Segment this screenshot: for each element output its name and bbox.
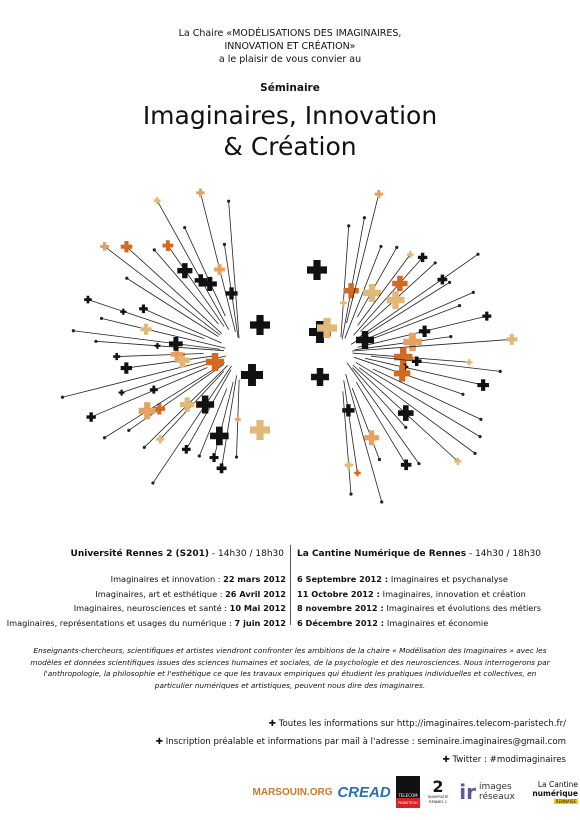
cross-shape [419, 326, 430, 337]
venue-left-name: Université Rennes 2 (S201) [70, 549, 210, 559]
ray-line [356, 382, 406, 465]
ray-dot [479, 418, 482, 421]
cross-shape [100, 242, 109, 251]
cross-shape [210, 453, 219, 462]
cross-shape [169, 337, 183, 351]
cross-shape [466, 359, 472, 365]
cross-shape [139, 304, 148, 313]
chaire-line-1: La Chaire «MODÉLISATIONS DES IMAGINAIRES, [178, 28, 402, 39]
ray-line [101, 318, 225, 348]
ray-line [122, 363, 210, 392]
ray-line [117, 353, 204, 356]
cross-shape [182, 445, 191, 454]
ray-dot [473, 452, 476, 455]
cross-shape [356, 331, 374, 349]
ray-line [357, 247, 396, 317]
cread-logo: CREAD [337, 783, 391, 801]
session-row: 8 novembre 2012 : Imaginaires et évolutions des métiers [297, 603, 541, 613]
cross-shape [250, 420, 270, 440]
ray-dot [183, 226, 186, 229]
cross-shape [311, 368, 329, 386]
cross-shape [241, 364, 263, 386]
cross-shape [121, 362, 132, 373]
invite-line: a le plaisir de vous convier au [218, 54, 362, 65]
venue-right-hours: - 14h30 / 18h30 [466, 549, 542, 559]
ray-dot [434, 261, 437, 264]
ray-dot [379, 245, 382, 248]
session-row: Imaginaires, art et esthétique : 26 Avril 2012 [95, 588, 286, 599]
event-type: Séminaire [260, 82, 320, 94]
cross-shape [217, 463, 227, 473]
invitation-text [0, 27, 580, 66]
cross-shape [139, 402, 156, 419]
twitter-line[interactable]: ✚ Twitter : #modimaginaires [442, 755, 566, 765]
ray-dot [448, 281, 451, 284]
cross-shape [375, 190, 383, 198]
contact-info [156, 715, 566, 769]
ray-line [359, 368, 475, 454]
images-reseaux-logo: ir images réseaux [459, 780, 515, 804]
venue-left-hours: - 14h30 / 18h30 [209, 549, 284, 559]
cross-shape [150, 386, 158, 394]
ray-dot [478, 435, 481, 438]
session-row: 6 Décembre 2012 : Imaginaires et économie [297, 617, 489, 628]
sessions-right [297, 572, 541, 630]
cross-shape [506, 334, 517, 345]
ray-dot [461, 393, 464, 396]
ray-dot [125, 277, 128, 280]
cross-shape [154, 197, 161, 204]
ray-line [200, 193, 235, 332]
cross-shape [477, 379, 489, 391]
sessions-left [7, 572, 286, 630]
session-row: Imaginaires, représentations et usages du numérique : 7 juin 2012 [6, 617, 286, 628]
venue-right [297, 549, 541, 559]
cross-shape [84, 296, 92, 304]
cross-shape [354, 470, 361, 477]
ray-line [214, 382, 233, 458]
cross-shape [363, 284, 381, 302]
session-row: Imaginaires et innovation : 22 mars 2012 [110, 574, 286, 584]
ray-dot [347, 224, 350, 227]
cross-shape [345, 461, 353, 469]
cross-shape [340, 300, 347, 307]
session-row: 11 Octobre 2012 : Imaginaires, innovation et création [297, 588, 526, 599]
ray-dot [472, 291, 475, 294]
column-divider [290, 545, 291, 625]
cross-shape [177, 263, 192, 278]
ray-dot [151, 481, 154, 484]
ray-line [352, 339, 512, 351]
event-title-line-1: Imaginaires, Innovation [142, 101, 438, 130]
ray-dot [100, 317, 103, 320]
cross-shape [250, 315, 270, 335]
ray-dot [143, 446, 146, 449]
ray-dot [61, 396, 64, 399]
cross-shape [119, 390, 125, 396]
ray-dot [94, 340, 97, 343]
cross-shape [120, 309, 126, 315]
ray-dot [404, 426, 407, 429]
cross-shape [401, 459, 412, 470]
cross-shape [196, 189, 204, 197]
cross-shape [235, 416, 241, 422]
venue-left [71, 549, 284, 559]
cross-shape [154, 343, 160, 349]
cross-shape [86, 412, 95, 421]
ray-dot [349, 492, 352, 495]
ray-dot [153, 248, 156, 251]
ray-line [229, 201, 239, 338]
event-title [0, 100, 580, 162]
ray-line [373, 369, 481, 419]
registration-line[interactable]: ✚ Inscription préalable et informations par mail à l'adresse : seminaire.imaginaires@gmail.com [155, 737, 566, 747]
partner-logos [0, 772, 580, 812]
ray-dot [72, 329, 75, 332]
session-row: 6 Septembre 2012 : Imaginaires et psychanalyse [297, 574, 508, 584]
chaire-line-2: INNOVATION ET CRÉATION» [224, 41, 356, 52]
ray-dot [476, 253, 479, 256]
ray-dot [380, 500, 383, 503]
ray-dot [363, 216, 366, 219]
venue-right-name: La Cantine Numérique de Rennes [297, 549, 467, 559]
event-title-line-2: & Création [223, 132, 357, 161]
ray-dot [127, 429, 130, 432]
ray-dot [198, 454, 201, 457]
telecom-paristech-logo: TELECOM PARISTECH [396, 772, 420, 812]
session-row: Imaginaires, neurosciences et santé : 10 Mai 2012 [73, 603, 286, 613]
firework-illustration [55, 180, 525, 525]
cross-shape [407, 251, 414, 258]
ray-line [153, 366, 232, 483]
cross-shape [140, 324, 151, 335]
cross-shape [206, 353, 224, 371]
cross-shape [364, 430, 379, 445]
cross-shape [162, 240, 173, 251]
ray-dot [449, 335, 452, 338]
rennes2-logo: 2 UNIVERSITÉ RENNES 2 [427, 777, 449, 804]
ray-dot [235, 455, 238, 458]
cross-shape [343, 283, 358, 298]
ray-dot [378, 458, 381, 461]
website-line[interactable]: ✚ Toutes les informations sur http://imaginaires.telecom-paristech.fr/ [268, 719, 566, 729]
cross-shape [482, 312, 491, 321]
ray-dot [227, 200, 230, 203]
ray-dot [417, 462, 420, 465]
cross-shape [437, 275, 447, 285]
marsouin-logo: MARSOUIN.ORG [252, 786, 333, 798]
cross-shape [307, 260, 327, 280]
ray-dot [223, 243, 226, 246]
ray-dot [395, 246, 398, 249]
cantine-numerique-logo: La Cantine numérique RENNAISE [532, 780, 578, 804]
ray-line [356, 362, 480, 436]
ray-line [222, 375, 237, 468]
seminar-description: Enseignants-chercheurs, scientifiques et artistes viendront confronter les ambitions de la chaire « Modélisation des Imaginaires » avec les modèles et données scientifiques issues des sciences humaines et sociales, de la psychologie et des neurosciences. Nous interrogerons par l'anthropologie, la philosophie et l'esthétique ce que les travaux empiriques qui étudient les pratiques individuelles et collectives, en particulier numériques et artistiques, peuvent nous dire des imaginaires. [30, 646, 550, 690]
cross-shape [113, 353, 120, 360]
cross-shape [214, 264, 225, 275]
ray-dot [458, 304, 461, 307]
ray-dot [103, 436, 106, 439]
ray-dot [499, 370, 502, 373]
